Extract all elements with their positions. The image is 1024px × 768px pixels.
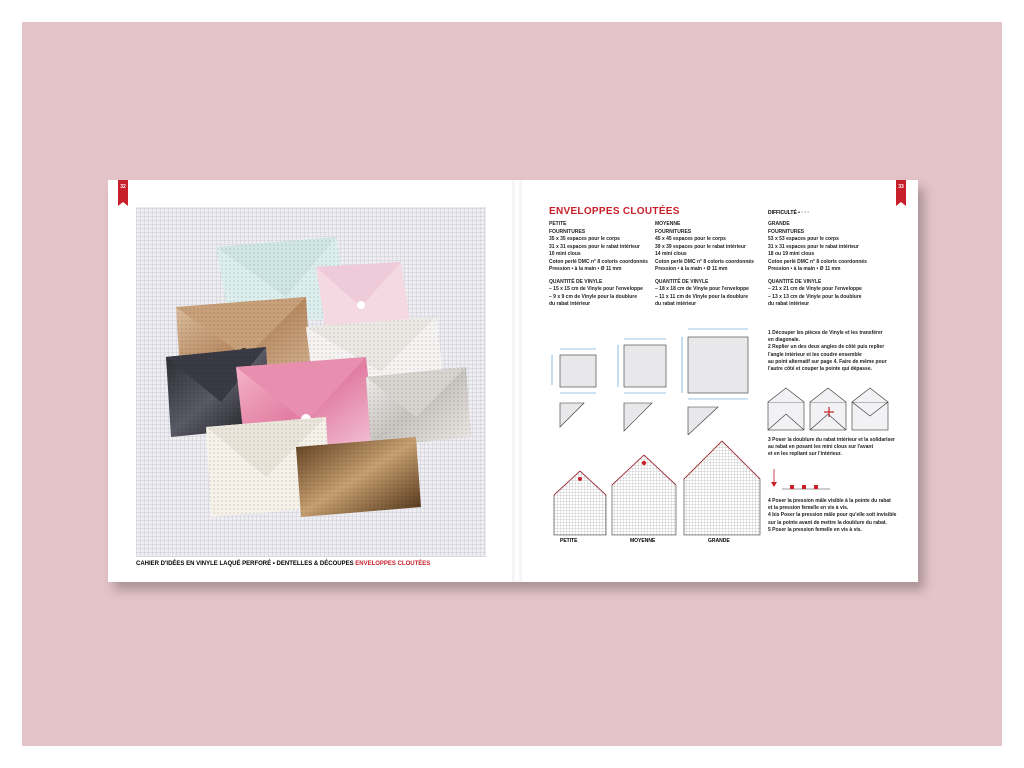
supply-line: 31 x 31 espaces pour le rabat intérieur (549, 243, 640, 250)
step-line: et la pression femelle en vis à vis. (768, 505, 849, 512)
vinyl-line: – 13 x 13 cm de Vinyle pour la doublure (768, 293, 862, 300)
supply-line: 18 ou 19 mini clous (768, 251, 815, 257)
supply-line: Pression • à la main • Ø 11 mm (768, 266, 841, 272)
step-line: 3 Poser la doublure du rabat intérieur et la solidariser (768, 437, 895, 443)
supply-line: 14 mini clous (655, 251, 687, 257)
pattern-squares-diagram (548, 325, 763, 435)
difficulty: DIFFICULTÉ • · · · (768, 210, 810, 216)
supply-line: Coton perlé DMC n° 8 coloris coordonnés (655, 258, 754, 265)
supply-line: Pression • à la main • Ø 11 mm (655, 266, 728, 272)
supply-line: Coton perlé DMC n° 8 coloris coordonnés (768, 258, 867, 265)
supply-line: Coton perlé DMC n° 8 coloris coordonnés (549, 258, 648, 265)
vinyl-line: – 9 x 9 cm de Vinyle pour la doublure (549, 293, 637, 300)
large-envelope-shape (684, 441, 760, 535)
size-column-small (549, 221, 649, 309)
step-line: en diagonale. (768, 337, 800, 344)
vinyl-line: du rabat intérieur (768, 301, 810, 307)
supply-line: Pression • à la main • Ø 11 mm (549, 266, 622, 272)
label-large: GRANDE (708, 538, 730, 544)
medium-envelope-shape (612, 455, 676, 535)
step-line: sur la pointe avant de mettre la doublure du rabat. (768, 519, 887, 526)
supply-line: 10 mini clous (549, 251, 581, 257)
size-column-large (768, 221, 878, 309)
step-line: l'autre côté et couper la pointe qui dépasse. (768, 366, 872, 373)
caption-highlight: ENVELOPPES CLOUTÉES (355, 561, 431, 567)
steps-block-2 (768, 437, 908, 459)
size-name: PETITE (549, 221, 567, 227)
supplies-heading: FOURNITURES (768, 228, 805, 235)
step-line: l'angle intérieur et les coudre ensemble (768, 351, 862, 358)
caption-middle: • DENTELLES & DÉCOUPES (271, 561, 356, 567)
step-line: 1 Découper les pièces de Vinyle et les transférer (768, 330, 883, 336)
page-number-right: 33 (896, 180, 906, 202)
vinyl-line: – 18 x 18 cm de Vinyle pour l'enveloppe (655, 286, 749, 292)
label-medium: MOYENNE (630, 538, 656, 544)
medium-square (624, 345, 666, 387)
supply-line: 53 x 53 espaces pour le corps (768, 236, 839, 242)
supplies-heading: FOURNITURES (549, 228, 586, 235)
label-small: PETITE (560, 538, 578, 544)
medium-triangle (624, 403, 652, 431)
size-name: MOYENNE (655, 221, 681, 227)
page-title: ENVELOPPES CLOUTÉES (549, 206, 680, 217)
supplies-heading: FOURNITURES (655, 228, 692, 235)
small-square (560, 355, 596, 387)
envelope-shapes-diagram (548, 435, 778, 545)
step-line: 5 Poser la pression femelle en vis à vis. (768, 526, 862, 533)
supply-line: 31 x 31 espaces pour le rabat intérieur (768, 243, 859, 250)
large-triangle (688, 407, 718, 435)
vinyl-line: – 21 x 21 cm de Vinyle pour l'enveloppe (768, 286, 862, 292)
size-column-medium (655, 221, 760, 309)
caption-prefix: CAHIER D'IDÉES EN VINYLE LAQUÉ PERFORÉ (136, 561, 272, 567)
steps-block-1 (768, 330, 908, 373)
step-line: 2 Replier un des deux angles de côté puis replier (768, 344, 885, 351)
vinyl-heading: QUANTITÉ DE VINYLE (655, 278, 709, 285)
supply-line: 35 x 35 espaces pour le corps (549, 236, 620, 242)
open-book (108, 180, 918, 582)
page-number-left: 32 (118, 180, 128, 202)
vinyl-heading: QUANTITÉ DE VINYLE (768, 278, 822, 285)
size-name: GRANDE (768, 221, 790, 227)
step-line: 4 bis Poser la pression mâle pour qu'elle soit invisible (768, 512, 897, 519)
page-caption (136, 561, 430, 567)
envelopes-photo (136, 207, 486, 557)
vinyl-line: du rabat intérieur (549, 301, 591, 307)
step-line: au rabat en posant les mini clous sur l'avant (768, 444, 874, 451)
folding-steps-diagram (766, 386, 890, 432)
supply-line: 45 x 45 espaces pour le corps (655, 236, 726, 242)
steps-block-3 (768, 498, 908, 534)
vinyl-line: – 15 x 15 cm de Vinyle pour l'enveloppe (549, 286, 643, 292)
vinyl-line: – 11 x 11 cm de Vinyle pour la doublure (655, 293, 749, 300)
vinyl-line: du rabat intérieur (655, 301, 697, 307)
supply-line: 39 x 39 espaces pour le rabat intérieur (655, 243, 746, 250)
vinyl-heading: QUANTITÉ DE VINYLE (549, 278, 603, 285)
step-line: 4 Poser la pression mâle visible à la pointe du rabat (768, 498, 891, 504)
small-triangle (560, 403, 584, 427)
book-spine (512, 180, 522, 582)
step-line: et en les repliant sur l'intérieur. (768, 451, 842, 458)
rivet-diagram (770, 467, 840, 493)
large-square (688, 337, 748, 393)
step-line: au point alternatif sur page 4. Faire de même pour (768, 358, 887, 365)
